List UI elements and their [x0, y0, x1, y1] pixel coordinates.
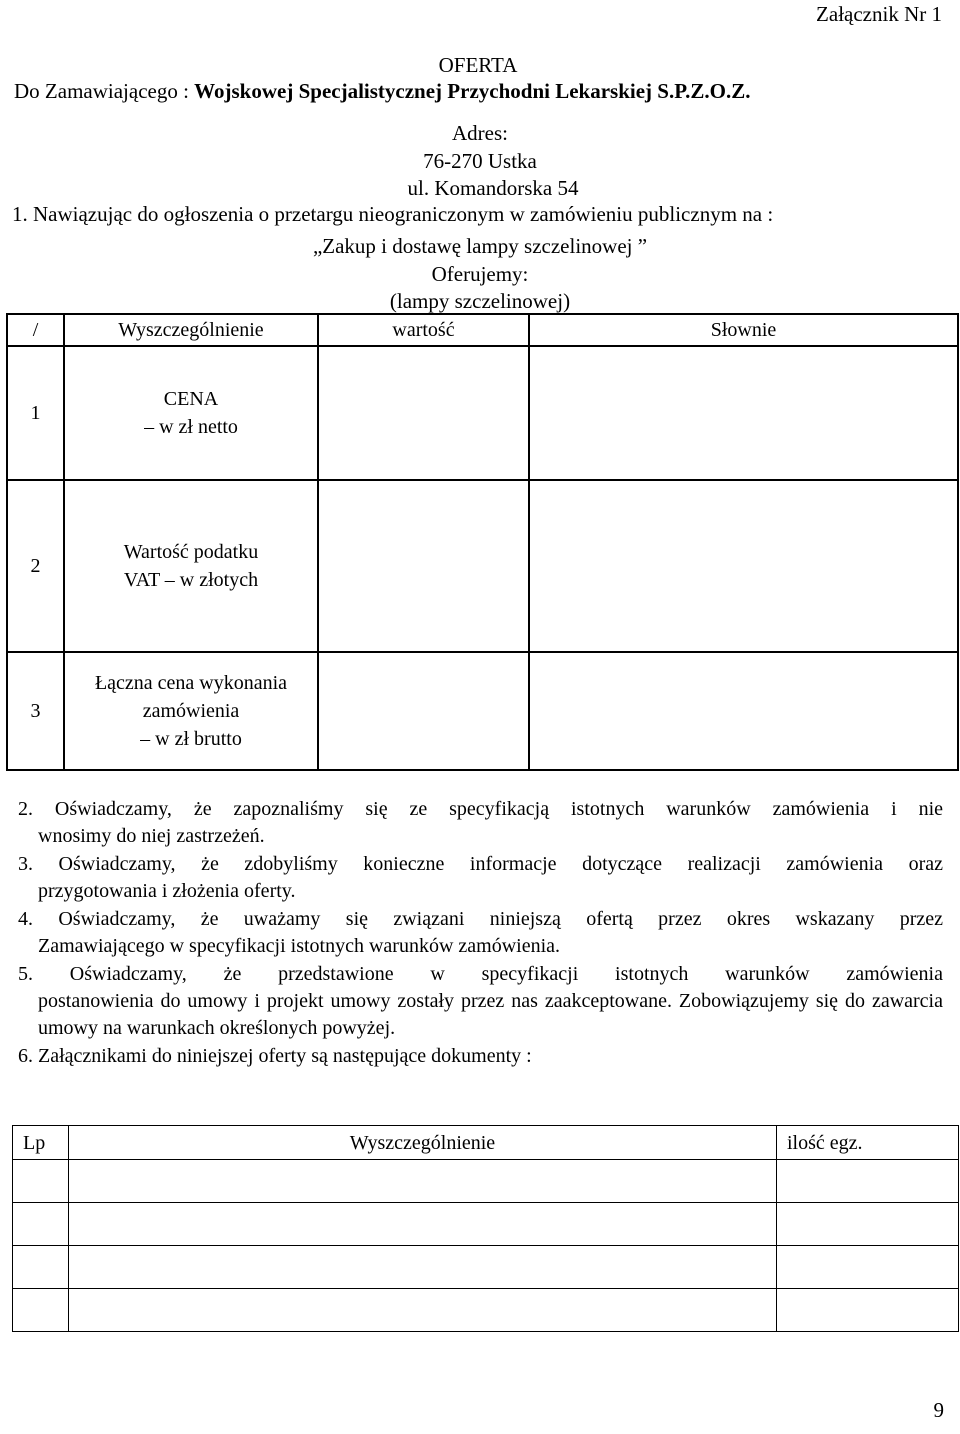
recipient-prefix: Do Zamawiającego :	[14, 79, 189, 103]
attachment-label: Załącznik Nr 1	[816, 2, 942, 26]
row-description	[64, 346, 318, 480]
desc-line: CENA	[163, 388, 219, 410]
address-label: Adres:	[452, 121, 508, 145]
statement-4	[18, 906, 943, 960]
value-input-cell[interactable]	[318, 346, 529, 480]
header-cell-no: /	[7, 314, 64, 346]
offer-label: Oferujemy:	[431, 262, 529, 286]
desc-line: Wartość podatku	[123, 541, 259, 563]
statement-2	[18, 796, 943, 850]
lp-cell[interactable]	[13, 1246, 69, 1289]
price-table	[6, 313, 959, 771]
row-description	[64, 480, 318, 652]
statement-5	[18, 961, 943, 1042]
intro-subject: „Zakup i dostawę lampy szczelinowej ”	[312, 234, 648, 258]
value-input-cell[interactable]	[318, 652, 529, 770]
desc-cell[interactable]	[69, 1203, 777, 1246]
price-table-header	[7, 314, 958, 346]
price-row-gross	[7, 652, 958, 770]
header-cell-lp: Lp	[13, 1126, 69, 1160]
copies-cell[interactable]	[777, 1203, 959, 1246]
offer-title: OFERTA	[438, 53, 518, 77]
address-street: ul. Komandorska 54	[407, 176, 579, 200]
statement-first-line: 2. Oświadczamy, że zapoznaliśmy się ze specyfikacją istotnych warunków zamówienia i nie	[18, 798, 943, 820]
attachments-table-header	[13, 1126, 959, 1160]
value-input-cell[interactable]	[318, 480, 529, 652]
desc-cell[interactable]	[69, 1160, 777, 1203]
words-input-cell[interactable]	[529, 652, 958, 770]
address-city: 76-270 Ustka	[423, 149, 537, 173]
desc-line: VAT – w złotych	[123, 569, 259, 591]
header-cell-desc: Wyszczególnienie	[64, 314, 318, 346]
statement-first-line: 6. Załącznikami do niniejszej oferty są następujące dokumenty :	[18, 1045, 532, 1067]
page-number: 9	[933, 1398, 944, 1422]
row-description	[64, 652, 318, 770]
attachments-row	[13, 1246, 959, 1289]
attachments-row	[13, 1160, 959, 1203]
lp-cell[interactable]	[13, 1289, 69, 1332]
price-row-net	[7, 346, 958, 480]
recipient-name: Wojskowej Specjalistycznej Przychodni Lekarskiej S.P.Z.O.Z.	[194, 79, 751, 103]
header-cell-copies: ilość egz.	[777, 1126, 959, 1160]
statement-continuation: Zamawiającego w specyfikacji istotnych warunków zamówienia.	[38, 935, 561, 957]
statement-continuation: postanowienia do umowy i projekt umowy zostały przez nas zaakceptowane. Zobowiązujemy się do zawarcia umowy na warunkach określonych powyżej.	[38, 990, 943, 1039]
header-cell-desc: Wyszczególnienie	[69, 1126, 777, 1160]
statement-3	[18, 851, 943, 905]
intro-line: 1. Nawiązując do ogłoszenia o przetargu nieograniczonym w zamówieniu publicznym na :	[12, 202, 774, 226]
header-cell-value: wartość	[318, 314, 529, 346]
statement-continuation: przygotowania i złożenia oferty.	[38, 880, 296, 902]
offer-item: (lampy szczelinowej)	[389, 289, 571, 313]
row-number: 2	[7, 480, 64, 652]
words-input-cell[interactable]	[529, 346, 958, 480]
statement-first-line: 5. Oświadczamy, że przedstawione w specyfikacji istotnych warunków zamówienia	[18, 963, 943, 985]
statement-continuation: wnosimy do niej zastrzeżeń.	[38, 825, 265, 847]
copies-cell[interactable]	[777, 1246, 959, 1289]
recipient-line	[14, 79, 750, 104]
desc-cell[interactable]	[69, 1246, 777, 1289]
statement-6	[18, 1043, 943, 1070]
copies-cell[interactable]	[777, 1160, 959, 1203]
attachments-row	[13, 1203, 959, 1246]
row-number: 1	[7, 346, 64, 480]
desc-line: Łączna cena wykonania	[94, 672, 288, 694]
statement-first-line: 4. Oświadczamy, że uważamy się związani niniejszą ofertą przez okres wskazany przez	[18, 908, 943, 930]
attachments-row	[13, 1289, 959, 1332]
desc-cell[interactable]	[69, 1289, 777, 1332]
copies-cell[interactable]	[777, 1289, 959, 1332]
desc-line: zamówienia	[142, 700, 240, 722]
statement-first-line: 3. Oświadczamy, że zdobyliśmy konieczne informacje dotyczące realizacji zamówienia oraz	[18, 853, 943, 875]
desc-line: – w zł netto	[144, 416, 238, 438]
lp-cell[interactable]	[13, 1160, 69, 1203]
price-row-vat	[7, 480, 958, 652]
words-input-cell[interactable]	[529, 480, 958, 652]
desc-line: – w zł brutto	[140, 728, 242, 750]
attachments-table	[12, 1125, 959, 1332]
header-cell-words: Słownie	[529, 314, 958, 346]
lp-cell[interactable]	[13, 1203, 69, 1246]
row-number: 3	[7, 652, 64, 770]
